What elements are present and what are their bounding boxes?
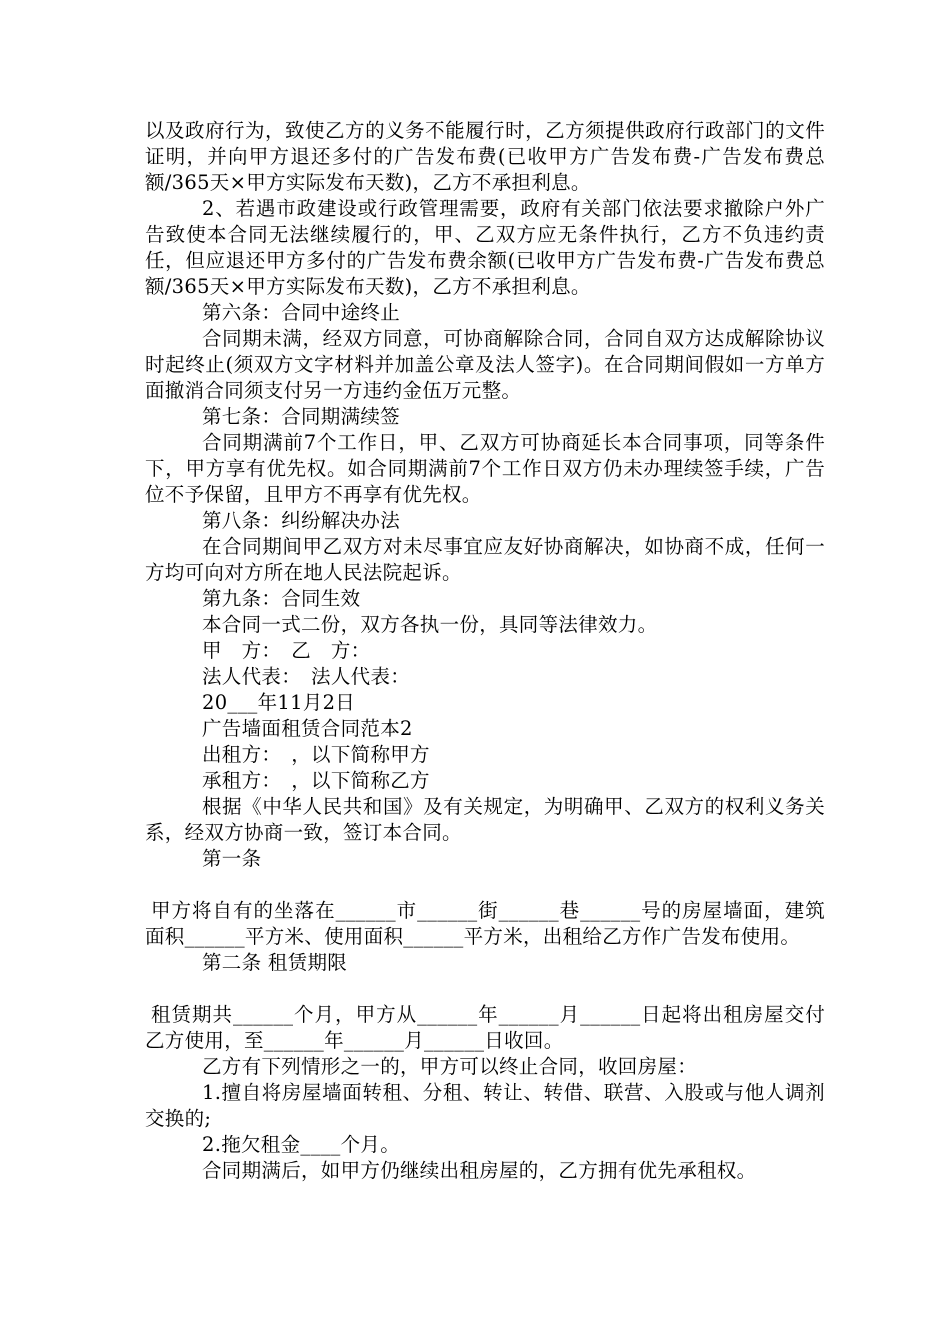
paragraph: 合同期未满，经双方同意，可协商解除合同，合同自双方达成解除协议时起终止(须双方文字材料并加盖公章及法人签字)。在合同期间假如一方单方面撤消合同须支付另一方违约金伍万元整。 xyxy=(145,327,825,402)
section-heading: 第九条：合同生效 xyxy=(202,587,361,610)
paragraph: 甲方将自有的坐落在______市______街______巷______号的房屋墙面，建筑面积______平方米、使用面积______平方米，出租给乙方作广告发布使用。 xyxy=(145,899,825,948)
section-heading: 第一条 xyxy=(202,847,262,870)
section-heading: 第七条：合同期满续签 xyxy=(202,405,401,428)
paragraph: 2、若遇市政建设或行政管理需要，政府有关部门依法要求撤除户外广告致使本合同无法继续履行的，甲、乙双方应无条件执行，乙方不负违约责任，但应退还甲方多付的广告发布费余额(已收甲方广告发布费-广告发布费总额/365天×甲方实际发布天数)，乙方不承担利息。 xyxy=(145,197,825,298)
lessor-line: 出租方： ，以下简称甲方 xyxy=(202,743,430,766)
document-page xyxy=(145,118,825,1184)
section-heading: 第二条 租赁期限 xyxy=(202,951,348,974)
paragraph: 在合同期间甲乙双方对未尽事宜应友好协商解决，如协商不成，任何一方均可向对方所在地人民法院起诉。 xyxy=(145,535,825,584)
paragraph: 合同期满后，如甲方仍继续出租房屋的，乙方拥有优先承租权。 xyxy=(202,1159,757,1182)
list-item: 1.擅自将房屋墙面转租、分租、转让、转借、联营、入股或与他人调剂交换的; xyxy=(145,1081,825,1130)
blank-line xyxy=(145,976,825,1002)
section-heading: 第八条：纠纷解决办法 xyxy=(202,509,401,532)
lessee-line: 承租方： ，以下简称乙方 xyxy=(202,769,430,792)
paragraph: 根据《中华人民共和国》及有关规定，为明确甲、乙双方的权利义务关系，经双方协商一致，签订本合同。 xyxy=(145,795,825,844)
paragraph: 乙方有下列情形之一的，甲方可以终止合同，收回房屋： xyxy=(202,1055,698,1078)
blank-line xyxy=(145,872,825,898)
paragraph: 租赁期共______个月，甲方从______年______月______日起将出租房屋交付乙方使用，至______年______月______日收回。 xyxy=(145,1003,825,1052)
section-heading: 第六条：合同中途终止 xyxy=(202,301,401,324)
paragraph: 以及政府行为，致使乙方的义务不能履行时，乙方须提供政府行政部门的文件证明，并向甲方退还多付的广告发布费(已收甲方广告发布费-广告发布费总额/365天×甲方实际发布天数)，乙方不承担利息。 xyxy=(145,119,825,194)
paragraph: 本合同一式二份，双方各执一份，具同等法律效力。 xyxy=(202,613,658,636)
paragraph: 合同期满前7个工作日，甲、乙双方可协商延长本合同事项，同等条件下，甲方享有优先权。如合同期满前7个工作日双方仍未办理续签手续，广告位不予保留，且甲方不再享有优先权。 xyxy=(145,431,825,506)
list-item: 2.拖欠租金____个月。 xyxy=(202,1133,401,1156)
signature-representatives: 法人代表： 法人代表： xyxy=(202,665,411,688)
document-title: 广告墙面租赁合同范本2 xyxy=(202,717,413,740)
signature-parties: 甲 方： 乙 方： xyxy=(202,639,371,662)
signature-date: 20___年11月2日 xyxy=(202,691,356,714)
